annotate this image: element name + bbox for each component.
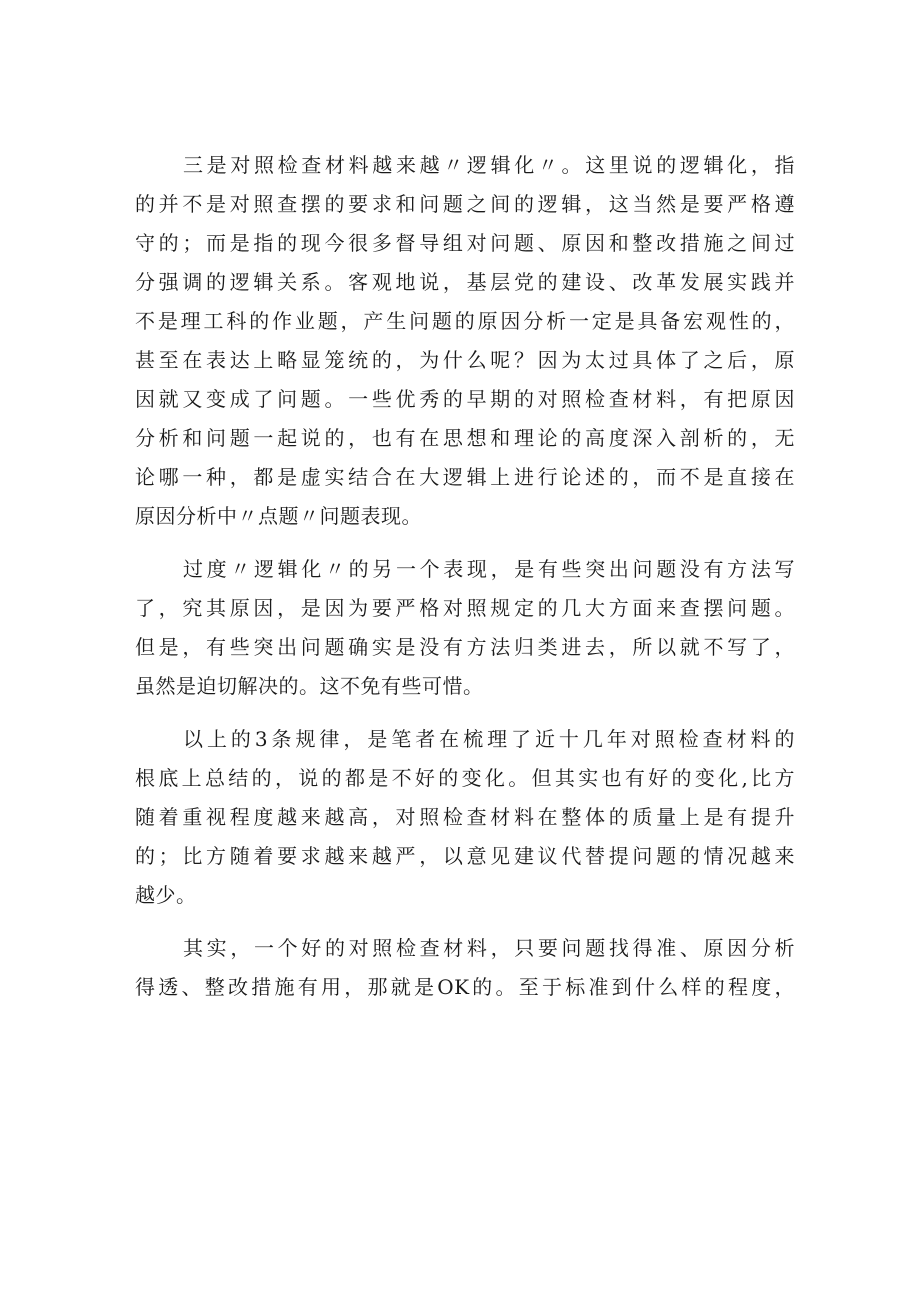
- paragraph-3: [135, 720, 795, 915]
- paragraph-1: [135, 146, 795, 536]
- text-line: 过度〃逻辑化〃的另一个表现，是有些突出问题没有方法写: [183, 557, 795, 581]
- text-line: 其实，一个好的对照检查材料，只要问题找得准、原因分析: [183, 936, 795, 960]
- text-line: 虽然是迫切解决的。这不免有些可惜。: [135, 674, 484, 698]
- text-line: 论哪一种，都是虚实结合在大逻辑上进行论述的，而不是直接在: [135, 465, 795, 489]
- text-line: 随着重视程度越来越高，对照检查材料在整体的质量上是有提升: [135, 805, 795, 829]
- text-line: 根底上总结的，说的都是不好的变化。但其实也有好的变化,比方: [135, 766, 795, 790]
- text-line: 得透、整改措施有用，那就是OK的。至于标准到什么样的程度，: [135, 975, 795, 999]
- text-line: 但是，有些突出问题确实是没有方法归类进去，所以就不写了，: [135, 635, 795, 659]
- text-line: 因就又变成了问题。一些优秀的早期的对照检查材料，有把原因: [135, 387, 795, 411]
- text-line: 了，究其原因，是因为要严格对照规定的几大方面来查摆问题。: [135, 596, 795, 620]
- document-body: [135, 146, 795, 1021]
- text-line: 的；比方随着要求越来越严，以意见建议代替提问题的情况越来: [135, 844, 795, 868]
- text-line: 甚至在表达上略显笼统的，为什么呢？因为太过具体了之后，原: [135, 348, 795, 372]
- text-line: 越少。: [135, 883, 197, 907]
- text-line: 守的；而是指的现今很多督导组对问题、原因和整改措施之间过: [135, 231, 795, 255]
- text-line: 的并不是对照查摆的要求和问题之间的逻辑，这当然是要严格遵: [135, 192, 795, 216]
- text-line: 以上的3条规律，是笔者在梳理了近十几年对照检查材料的: [183, 727, 795, 751]
- paragraph-2: [135, 550, 795, 706]
- paragraph-4: [135, 929, 795, 1007]
- text-line: 分强调的逻辑关系。客观地说，基层党的建设、改革发展实践并: [135, 270, 795, 294]
- text-line: 原因分析中〃点题〃问题表现。: [135, 504, 422, 528]
- text-line: 三是对照检查材料越来越〃逻辑化〃。这里说的逻辑化，指: [183, 153, 795, 177]
- text-line: 不是理工科的作业题，产生问题的原因分析一定是具备宏观性的，: [135, 309, 795, 333]
- text-line: 分析和问题一起说的，也有在思想和理论的高度深入剖析的，无: [135, 426, 795, 450]
